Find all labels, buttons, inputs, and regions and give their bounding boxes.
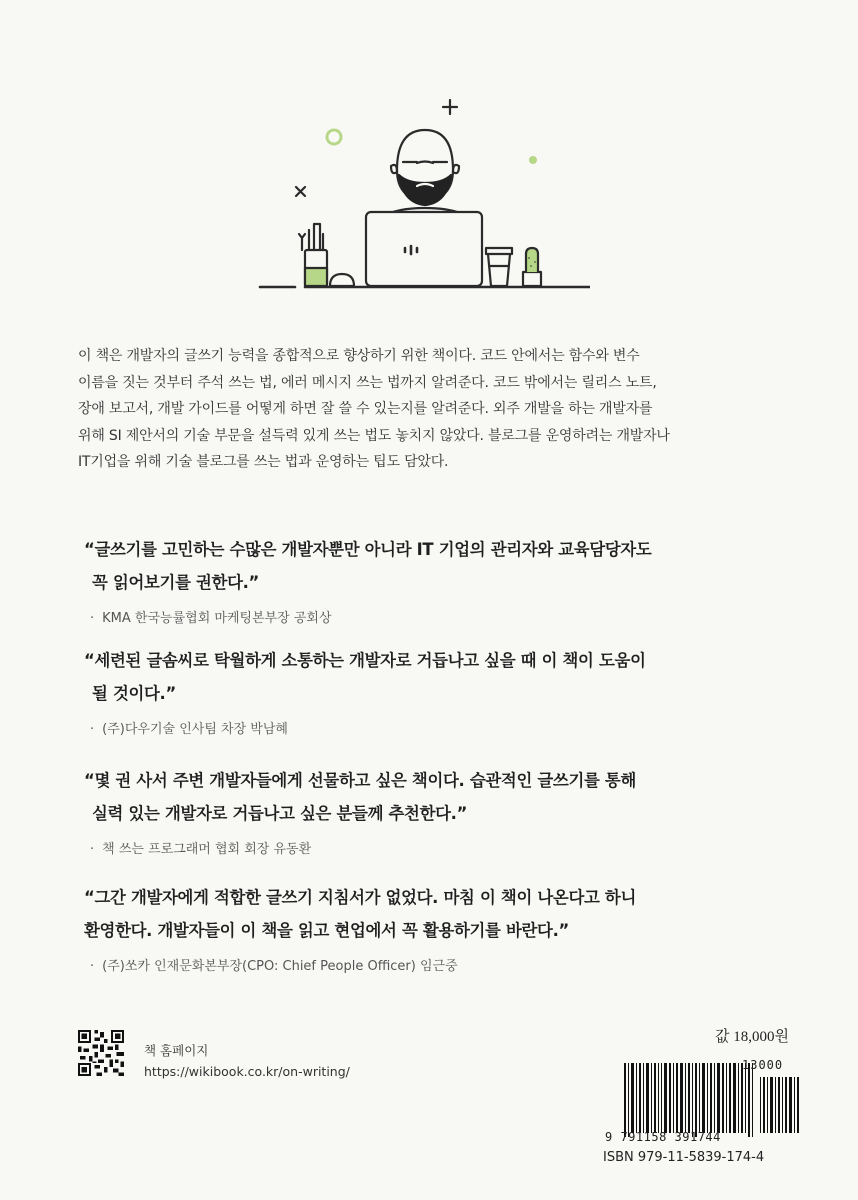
coffee-cup (486, 248, 512, 286)
quote-line: “그간 개발자에게 적합한 글쓰기 지침서가 없었다. 마침 이 책이 나온다고 하니 (84, 888, 636, 907)
isbn: ISBN 979-11-5839-174-4 (603, 1150, 765, 1165)
homepage-label: 책 홈페이지 (144, 1043, 209, 1058)
gear-sparkle-icon (327, 130, 341, 144)
intro-line: 이름을 짓는 것부터 주석 쓰는 법, 에러 메시지 쓰는 법까지 알려준다. 코드 밖에서는 릴리스 노트, (78, 374, 657, 391)
homepage-url[interactable]: https://wikibook.co.kr/on-writing/ (144, 1064, 350, 1079)
qr-code[interactable] (78, 1030, 124, 1076)
barcode-number: 9 791158 391744 (605, 1130, 721, 1144)
laptop (366, 212, 482, 286)
bullet: · (90, 959, 95, 974)
cactus-pot (523, 272, 541, 286)
intro-paragraph (78, 343, 798, 476)
endorsement-quote (84, 764, 784, 857)
bullet: · (90, 722, 95, 737)
attribution-text: 책 쓰는 프로그래머 협회 회장 유동환 (102, 842, 312, 857)
attribution-text: (주)다우기술 인사팀 차장 박남혜 (102, 722, 288, 737)
endorsement-quote (84, 644, 784, 737)
intro-line: IT기업을 위해 기술 블로그를 쓰는 법과 운영하는 팁도 담았다. (78, 454, 449, 470)
quote-line: 환영한다. 개발자들이 이 책을 읽고 현업에서 꼭 활용하기를 바란다.” (84, 921, 569, 940)
quote-line: 실력 있는 개발자로 거듭나고 싶은 분들께 추천한다.” (92, 804, 468, 823)
quote-line: “몇 권 사서 주변 개발자들에게 선물하고 싶은 책이다. 습관적인 글쓰기를 통해 (84, 771, 636, 790)
endorsement-quote (84, 881, 784, 974)
quote-line: 꼭 읽어보기를 권한다.” (92, 573, 260, 592)
intro-line: 위해 SI 제안서의 기술 부문을 설득력 있게 쓰는 법도 놓치지 않았다. 블로그를 운영하려는 개발자나 (78, 427, 670, 444)
mouse (330, 274, 354, 286)
quote-line: “세련된 글솜씨로 탁월하게 소통하는 개발자로 거듭나고 싶을 때 이 책이 도움이 (84, 651, 646, 670)
quote-text (84, 764, 784, 830)
cross-sparkle-icon (296, 187, 305, 196)
attribution-text: KMA 한국능률협회 마케팅본부장 공회상 (102, 611, 332, 626)
price-code: 13000 (742, 1058, 784, 1072)
intro-line: 장애 보고서, 개발 가이드를 어떻게 하면 잘 쓸 수 있는지를 알려준다. 외주 개발을 하는 개발자를 (78, 401, 653, 417)
beard (399, 175, 451, 205)
bullet: · (90, 611, 95, 626)
developer-illustration (250, 90, 590, 300)
attribution-text: (주)쏘카 인재문화본부장(CPO: Chief People Officer) 임근중 (102, 959, 458, 974)
intro-line: 이 책은 개발자의 글쓰기 능력을 종합적으로 향상하기 위한 책이다. 코드 안에서는 함수와 변수 (78, 348, 640, 364)
quote-text (84, 533, 784, 599)
quote-attribution (84, 955, 784, 974)
quote-attribution (84, 607, 784, 626)
quote-text (84, 881, 784, 947)
quote-attribution (84, 838, 784, 857)
dot-sparkle-icon (529, 156, 537, 164)
endorsement-quote (84, 533, 784, 626)
price: 값 18,000원 (715, 1029, 789, 1045)
quote-line: “글쓰기를 고민하는 수많은 개발자뿐만 아니라 IT 기업의 관리자와 교육담당자도 (84, 540, 652, 559)
quote-text (84, 644, 784, 710)
plus-sparkle-icon (443, 100, 457, 114)
quote-line: 될 것이다.” (92, 684, 176, 703)
bullet: · (90, 842, 95, 857)
quote-attribution (84, 718, 784, 737)
